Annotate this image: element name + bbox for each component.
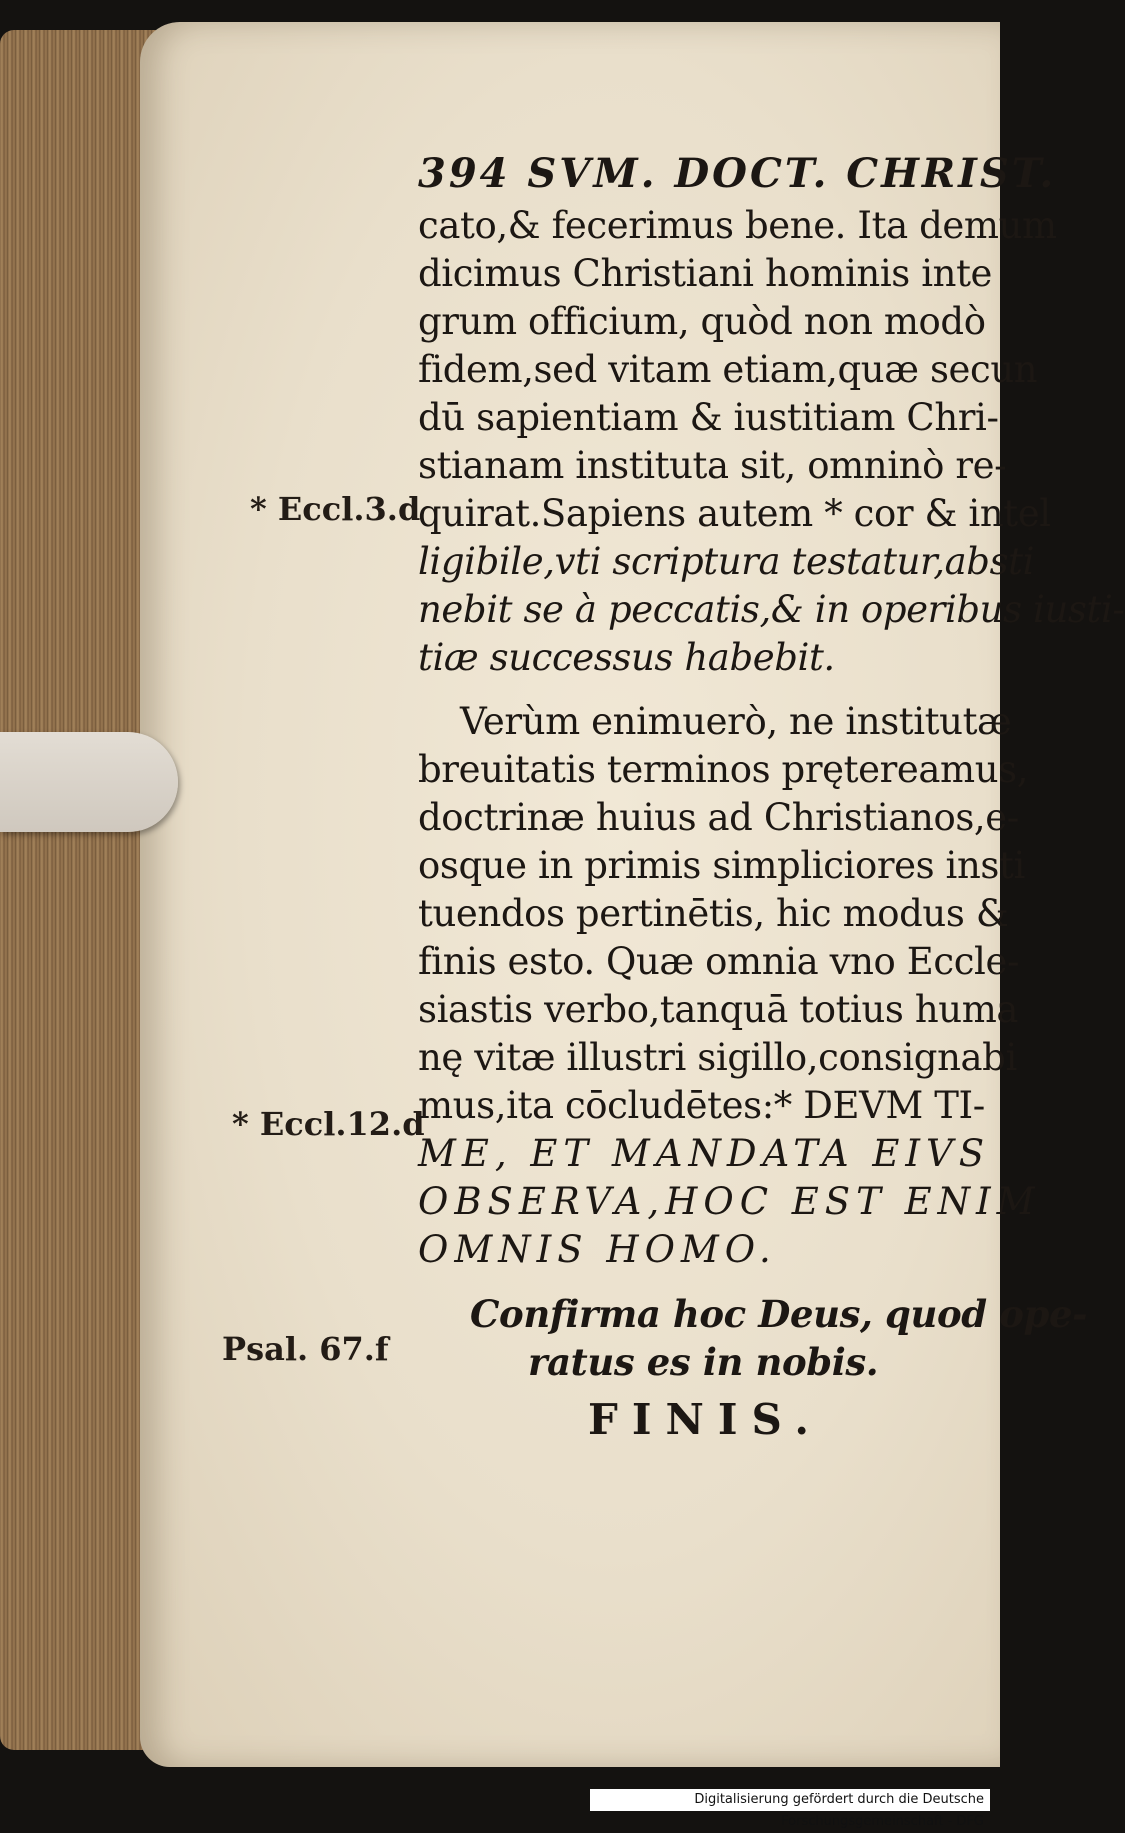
digitization-credit: Digitalisierung gefördert durch die Deutsche Forschungsgemeinschaft - DFG: [590, 1789, 990, 1811]
text-line: breuitatis terminos prętereamus,: [418, 748, 1029, 791]
closing-prayer-line: Confirma hoc Deus, quod ope-: [470, 1292, 1088, 1336]
text-line: OBSERVA,HOC EST ENIM: [418, 1180, 1041, 1223]
text-line: nę vitæ illustri sigillo,consignabi: [418, 1036, 1017, 1079]
text-line: quirat.Sapiens autem * cor & intel: [418, 492, 1051, 535]
page-text: [418, 150, 1125, 1444]
marginal-note: * Eccl.12.d: [232, 1105, 425, 1143]
text-line: dicimus Christiani hominis inte: [418, 252, 993, 295]
text-line: dū sapientiam & iustitiam Chri-: [418, 396, 999, 439]
text-line: cato,& fecerimus bene. Ita demum: [418, 204, 1057, 247]
text-line: ligibile,vti scriptura testatur,absti: [418, 540, 1035, 583]
text-line: mus,ita cōcludētes:* DEVM TI-: [418, 1084, 985, 1127]
text-line: grum officium, quòd non modò: [418, 300, 986, 343]
text-line: fidem,sed vitam etiam,quæ secun: [418, 348, 1038, 391]
text-line: finis esto. Quæ omnia vno Eccle-: [418, 940, 1020, 983]
text-line: nebit se à peccatis,& in operibus iusti-: [418, 588, 1125, 631]
text-line: tuendos pertinētis, hic modus &: [418, 892, 1009, 935]
text-line: tiæ successus habebit.: [418, 636, 835, 679]
finis-heading: FINIS.: [588, 1395, 823, 1444]
text-line: ME, ET MANDATA EIVS: [418, 1132, 991, 1175]
text-line: stianam instituta sit, omninò re-: [418, 444, 1007, 487]
text-line: Verùm enimuerò, ne institutæ: [460, 700, 1012, 743]
closing-prayer-line: ratus es in nobis.: [528, 1340, 879, 1384]
text-line: siastis verbo,tanquā totius huma: [418, 988, 1019, 1031]
marginal-note: Psal. 67.f: [222, 1330, 389, 1368]
bookmark-strip: [0, 732, 178, 832]
text-line: doctrinæ huius ad Christianos,e-: [418, 796, 1019, 839]
text-line: OMNIS HOMO.: [418, 1228, 777, 1271]
text-line: osque in primis simpliciores insti: [418, 844, 1025, 887]
marginal-note: * Eccl.3.d: [250, 490, 421, 528]
running-header: 394 SVM. DOCT. CHRIST.: [418, 150, 1057, 197]
